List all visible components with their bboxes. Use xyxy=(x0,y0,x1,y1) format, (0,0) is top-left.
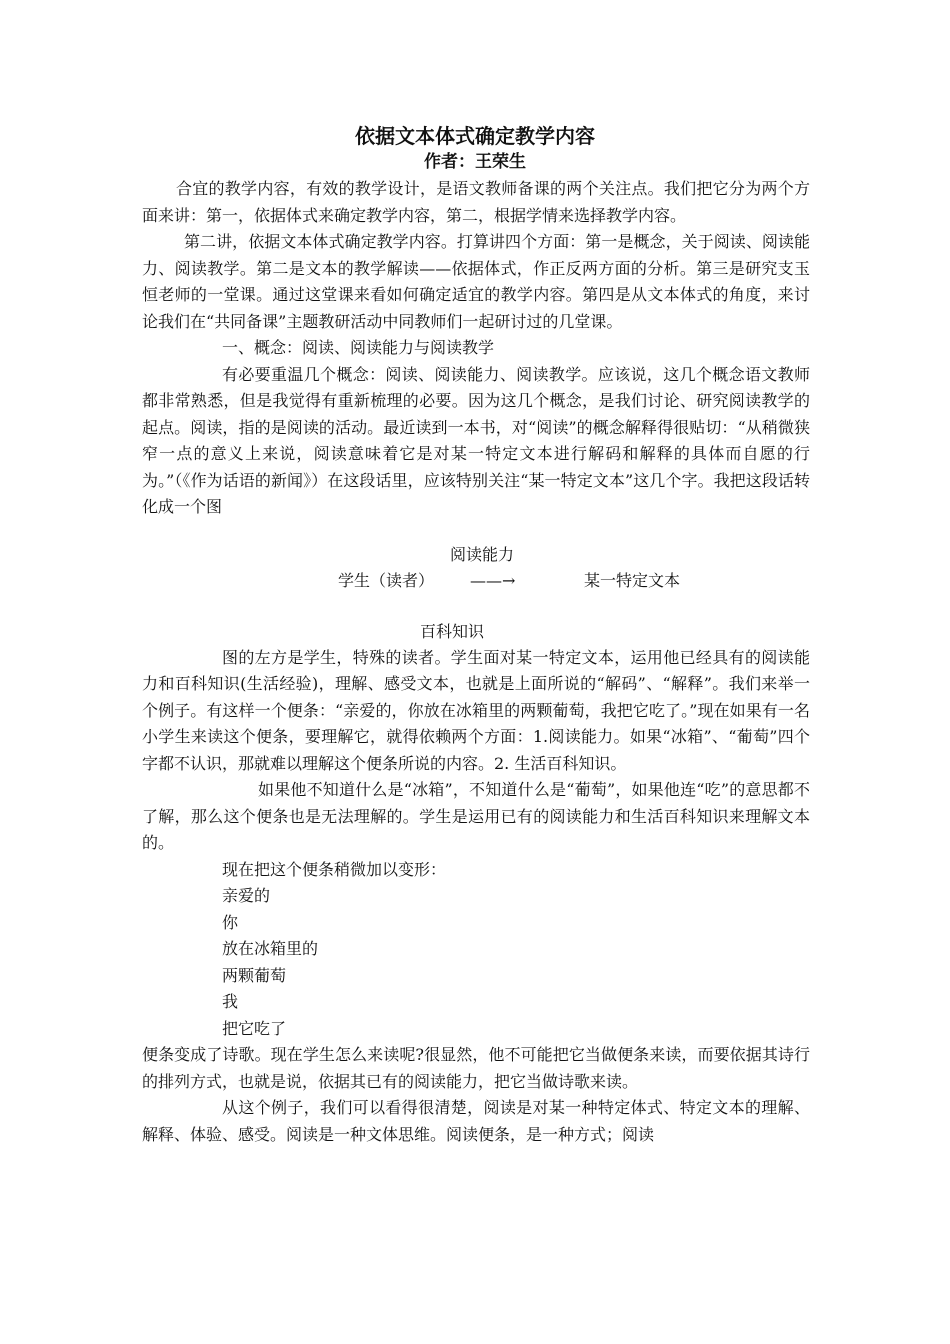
author-line: 作者：王荣生 xyxy=(424,152,526,172)
paragraph-poem-reading: 便条变成了诗歌。现在学生怎么来读呢?很显然，他不可能把它当做便条来读，而要依据其诗行的排列方式，也就是说，依据其已有的阅读能力，把它当做诗歌来读。 xyxy=(142,1045,810,1091)
diagram-bottom-label: 百科知识 xyxy=(420,621,485,641)
paragraph-example: 图的左方是学生，特殊的读者。学生面对某一特定文本，运用他已经具有的阅读能力和百科知识(生活经验)，理解、感受文本，也就是上面所说的“解码”、“解释”。我们来举一个例子。有这样一个便条：“亲爱的，你放在冰箱里的两颗葡萄，我把它吃了。”现在如果有一名小学生来读这个便条，要理解它，就得依赖两个方面：1.阅读能力。如果“冰箱”、“葡萄”四个字都不认识，那就难以理解这个便条所说的内容。2. 生活百科知识。 xyxy=(142,647,810,773)
poem-line: 放在冰箱里的 xyxy=(222,939,319,958)
diagram-left-label: 学生（读者） xyxy=(338,570,435,590)
document-title: 依据文本体式确定教学内容 xyxy=(355,124,595,148)
poem-line: 亲爱的 xyxy=(222,886,271,905)
paragraph-outline: 第二讲，依据文本体式确定教学内容。打算讲四个方面：第一是概念，关于阅读、阅读能力、阅读教学。第二是文本的教学解读——依据体式，作正反两方面的分析。第三是研究支玉恒老师的一堂课。通过这堂课来看如何确定适宜的教学内容。第四是从文本体式的角度，来讨论我们在“共同备课”主题教研活动中同教师们一起研讨过的几堂课。 xyxy=(142,232,810,331)
diagram-top-label: 阅读能力 xyxy=(450,544,515,564)
paragraph-knowledge: 如果他不知道什么是“冰箱”，不知道什么是“葡萄”，如果他连“吃”的意思都不了解，那么这个便条也是无法理解的。学生是运用已有的阅读能力和生活百科知识来理解文本的。 xyxy=(142,780,810,852)
document-body xyxy=(142,176,810,1148)
poem-line: 两颗葡萄 xyxy=(222,965,287,985)
poem-block xyxy=(142,883,810,1042)
poem-line: 把它吃了 xyxy=(222,1018,287,1038)
paragraph-conclusion: 从这个例子，我们可以看得很清楚，阅读是对某一种特定体式、特定文本的理解、解释、体验、感受。阅读是一种文体思维。阅读便条，是一种方式；阅读 xyxy=(142,1098,810,1144)
diagram-arrow: ——→ xyxy=(470,570,516,590)
section-heading: 一、概念：阅读、阅读能力与阅读教学 xyxy=(222,338,495,357)
poem-line: 你 xyxy=(222,912,239,932)
paragraph-transform: 现在把这个便条稍微加以变形： xyxy=(222,859,447,879)
reading-diagram xyxy=(142,521,810,645)
diagram-right-label: 某一特定文本 xyxy=(584,570,681,590)
paragraph-concepts: 有必要重温几个概念：阅读、阅读能力、阅读教学。应该说，这几个概念语文教师都非常熟悉，但是我觉得有重新梳理的必要。因为这几个概念，是我们讨论、研究阅读教学的起点。阅读，指的是阅读的活动。最近读到一本书，对“阅读”的概念解释得很贴切：“从稍微狭窄一点的意义上来说，阅读意味着它是对某一特定文本进行解码和解释的具体而自愿的行为。”（《作为话语的新闻》）在这段话里，应该特别关注“某一特定文本”这几个字。我把这段话转化成一个图 xyxy=(142,364,810,516)
poem-line: 我 xyxy=(222,992,239,1011)
paragraph-intro: 合宜的教学内容，有效的教学设计，是语文教师备课的两个关注点。我们把它分为两个方面来讲：第一，依据体式来确定教学内容，第二，根据学情来选择教学内容。 xyxy=(142,179,810,225)
